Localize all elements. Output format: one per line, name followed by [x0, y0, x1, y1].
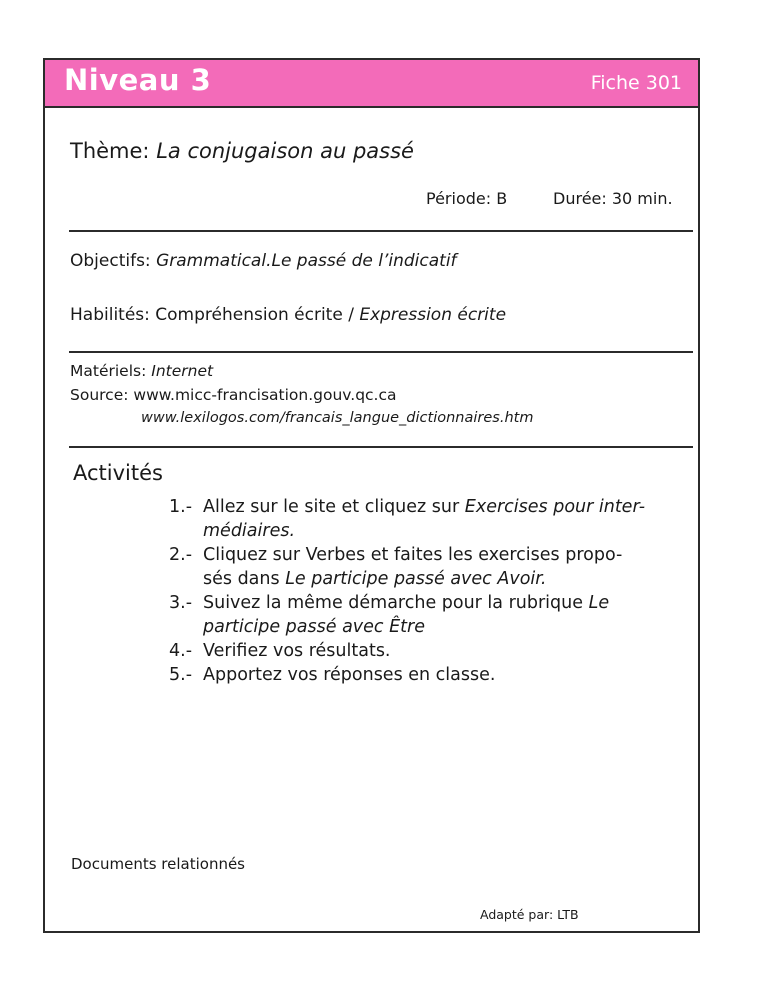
source-url-2: www.lexilogos.com/francais_langue_dictionnaires.htm — [141, 410, 534, 426]
divider — [69, 446, 693, 448]
item-number: 3.- — [169, 593, 193, 613]
materials-value: Internet — [151, 362, 214, 380]
skills-label: Habilités: — [70, 305, 150, 325]
skills-line — [70, 305, 506, 325]
item-text: Apportez vos réponses en classe. — [203, 665, 496, 685]
item-text: Suivez la même démarche pour la rubrique — [203, 593, 584, 613]
activities-list — [169, 495, 699, 687]
adapted-by: Adapté par: LTB — [480, 907, 579, 922]
item-number: 2.- — [169, 545, 193, 565]
item-text: Cliquez sur Verbes et faites les exercises propo- — [203, 545, 623, 565]
item-text: Verifiez vos résultats. — [203, 641, 391, 661]
list-item — [169, 639, 699, 663]
level-title: Niveau 3 — [64, 63, 212, 97]
item-number: 4.- — [169, 641, 193, 661]
item-text-italic: médiaires. — [203, 521, 296, 541]
item-text-italic: Le participe passé avec Avoir. — [285, 569, 547, 589]
source-label: Source: — [70, 386, 129, 404]
skills-value-italic: Expression écrite — [359, 305, 507, 325]
related-documents: Documents relationnés — [71, 855, 246, 873]
sheet-header — [45, 60, 698, 108]
activities-title: Activités — [73, 461, 163, 485]
item-text-italic: Le — [588, 593, 610, 613]
materials-line — [70, 362, 213, 380]
materials-label: Matériels: — [70, 362, 147, 380]
objectives-label: Objectifs: — [70, 251, 151, 271]
duration: Durée: 30 min. — [553, 189, 673, 208]
period: Période: B — [426, 189, 508, 208]
theme-label: Thème: — [70, 139, 150, 163]
list-item — [169, 663, 699, 687]
divider — [69, 351, 693, 353]
item-number: 5.- — [169, 665, 193, 685]
item-text-italic: participe passé avec Être — [203, 617, 425, 637]
item-text: sés dans — [203, 569, 280, 589]
item-number: 1.- — [169, 497, 193, 517]
source-line — [70, 386, 397, 404]
divider — [69, 230, 693, 232]
sheet-number: Fiche 301 — [590, 72, 682, 94]
theme-value: La conjugaison au passé — [156, 139, 414, 163]
list-item — [169, 495, 699, 543]
objectives-value: Grammatical.Le passé de l’indicatif — [156, 251, 457, 271]
activity-sheet — [43, 58, 700, 933]
item-text: Allez sur le site et cliquez sur — [203, 497, 460, 517]
theme-line — [70, 139, 414, 163]
list-item — [169, 591, 699, 639]
skills-value: Compréhension écrite / — [155, 305, 354, 325]
item-text-italic: Exercises pour inter- — [464, 497, 646, 517]
list-item — [169, 543, 699, 591]
objectives-line — [70, 251, 457, 271]
source-url-1: www.micc-francisation.gouv.qc.ca — [133, 386, 397, 404]
